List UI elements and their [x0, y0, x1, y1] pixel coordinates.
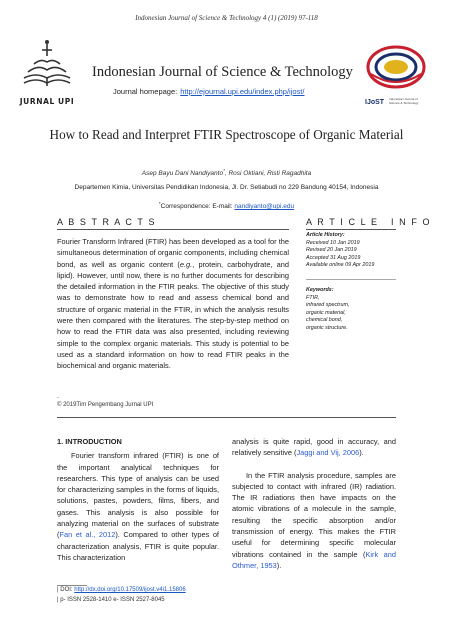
article-info-heading: A R T I C L E I N F O [306, 217, 432, 227]
doi-label: DOI: [60, 587, 73, 593]
keyword-item: organic material, [306, 309, 346, 316]
abstract-rule [57, 229, 289, 230]
intro-p1-text-a: Fourier transform infrared (FTIR) is one of the important analytical techniques for researchers. This type of analysis can be used for characterizing samples in the forms of liquids, solutions, pastes, powders, films, fibers, and gases. This analysis is also possible for analyzing material on the surfaces of substrate ( [57, 451, 219, 540]
ijost-emblem-icon [365, 44, 427, 90]
corr-mark: * [158, 201, 161, 206]
logo-left-text: JURNAL UPI [19, 97, 75, 106]
introduction-heading: 1. INTRODUCTION [57, 437, 122, 446]
author-rest: , Rosi Oktiani, Risti Ragadhita [224, 170, 312, 178]
footer-doi: | DOI: http://dx.doi.org/10.17509/ijost.v4i1.15806 [57, 587, 186, 593]
citation-jaggi[interactable]: Jaggi and Vij, 2006 [296, 448, 360, 458]
abstract-text-part1: Fourier Transform Infrared (FTIR) has been developed as a tool for the simultaneous determination of organic components, including chemical bond, as well as organic content ( [57, 237, 289, 269]
info-divider [306, 279, 396, 280]
history-accepted: Accepted 31 Aug 2019 [306, 254, 361, 261]
history-online: Available online 09 Apr 2019 [306, 262, 375, 269]
logo-right-text: IJoST [365, 99, 385, 106]
history-label: Article History: [306, 232, 345, 238]
citation-kirk[interactable]: Kirk and Othmer, 1953 [232, 549, 396, 570]
intro-paragraph-1-cont [232, 436, 396, 459]
citation-fan[interactable]: Fan et al., 2012 [59, 530, 116, 540]
abstract-text-eg: e.g. [179, 259, 193, 269]
authors [0, 168, 453, 177]
history-received: Received 10 Jan 2019 [306, 239, 360, 246]
jurnal-upi-logo [16, 38, 78, 106]
abstract-text [57, 236, 289, 372]
keyword-item: organic structure. [306, 324, 348, 331]
abstract-dot: . [57, 393, 59, 400]
abstract-text-part2: , protein, carbohydrate, and lipid). However, until now, there is no further documents for describing the detailed information in the FTIR peaks. The objective of this study was to demonstrate how to read and assess chemical bond and structure of organic material in the FTIR, in which the analysis results were then compared with the literatures. The step-by-step method on how to read the FTIR data was also presented, including reviewing simple to the complex organic materials. This study is potential to be used as a standard information on how to read FTIR peaks in the biochemical and organic materials. [57, 259, 289, 371]
doi-link[interactable]: http://dx.doi.org/10.17509/ijost.v4i1.15806 [74, 587, 186, 593]
keyword-item: infrared spectrum, [306, 302, 350, 309]
journal-name: Indonesian Journal of Science & Technology [92, 64, 353, 80]
homepage-link[interactable]: http://ejournal.upi.edu/index.php/ijost/ [180, 87, 305, 96]
homepage-label: Journal homepage: [113, 87, 178, 96]
correspondence [0, 201, 453, 210]
keywords-label: Keywords: [306, 287, 334, 293]
keyword-item: FTIR, [306, 294, 320, 301]
body-column-left [57, 436, 219, 563]
author-mark: * [223, 168, 225, 173]
keywords [306, 287, 416, 333]
intro-p1-text-c: analysis is quite rapid, good in accuracy, and relatively sensitive ( [232, 437, 396, 458]
corr-label: Correspondence: E-mail: [160, 203, 233, 211]
article-title: How to Read and Interpret FTIR Spectroscope of Organic Material [49, 127, 404, 142]
affiliation: Departemen Kimia, Universitas Pendidikan Indonesia, Jl. Dr. Setiabudi no 229 Bandung 40154, Indonesia [74, 184, 379, 191]
keyword-item: chemical bond, [306, 317, 343, 324]
author-main: Asep Bayu Dani Nandiyanto [141, 170, 224, 178]
copyright: © 2019Tim Pengembang Jurnal UPI [57, 402, 154, 408]
intro-p1-text-d: ). [359, 448, 364, 458]
body-column-right [232, 436, 396, 571]
footer-issn: | p- ISSN 2528-1410 e- ISSN 2527-8045 [57, 597, 165, 603]
intro-paragraph-1 [57, 450, 219, 563]
corr-email-link[interactable]: nandiyanto@upi.edu [234, 203, 295, 211]
article-history [306, 232, 416, 270]
article-info-rule [306, 229, 396, 230]
history-revised: Revised 20 Jan 2019 [306, 247, 357, 254]
ijost-logo [363, 44, 429, 106]
intro-paragraph-2 [232, 470, 396, 572]
intro-p1-text-b: ). Compared to other types of characterization analysis, FTIR is quite popular. This characterization [57, 530, 219, 562]
intro-p2-text-b: ). [276, 560, 282, 570]
abstract-bottom-rule [57, 417, 396, 418]
issn-text: p- ISSN 2528-1410 e- ISSN 2527-8045 [60, 597, 165, 603]
homepage-line [113, 87, 304, 96]
footer-rule [57, 585, 87, 586]
intro-p2-text-a: In the FTIR analysis procedure, samples are subjected to contact with infrared (IR) radiation. The IR radiations then have impacts on the atomic vibrations of a molecule in the sample, resulting the specific absorption and/or transmission of energy. This makes the FTIR useful for determining specific molecular vibrations contained in the sample ( [232, 470, 396, 559]
book-logo-icon [16, 38, 78, 94]
abstract-heading: A B S T R A C T S [57, 217, 157, 227]
running-head: Indonesian Journal of Science & Technology 4 (1) (2019) 97-118 [135, 14, 318, 22]
logo-right-subtext: Indonesian Journal of Science & Technology [389, 97, 419, 105]
